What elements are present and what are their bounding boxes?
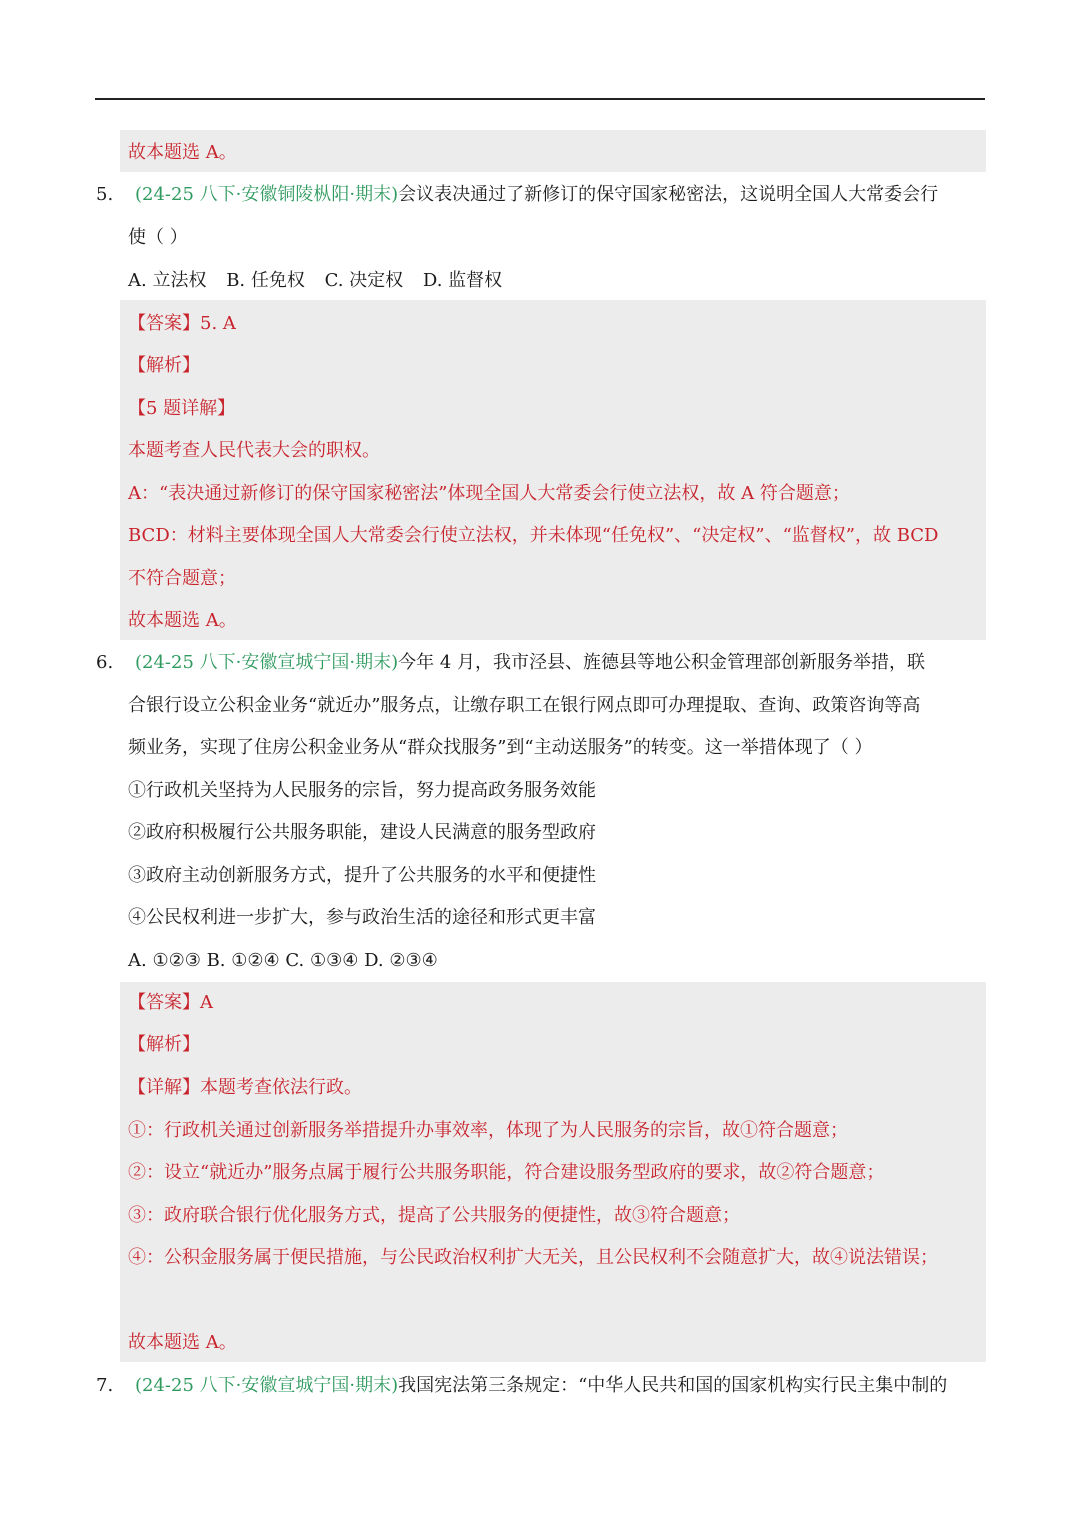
q6-answer: 【答案】A [128,992,213,1013]
q5-answer: 【答案】5. A [128,313,236,334]
q6-detail: 【详解】本题考查依法行政。 [128,1077,362,1098]
statement-1: ①行政机关坚持为人民服务的宗旨，努力提高政务服务效能 [128,780,596,801]
question-5-stem-line2: 使（ ） [128,227,188,248]
q5-conclusion: 故本题选 A。 [128,610,237,631]
q6-point-3: ③：政府联合银行优化服务方式，提高了公共服务的便捷性，故③符合题意； [128,1205,740,1226]
answer-block-5 [120,300,986,640]
q5-detail-intro: 本题考查人民代表大会的职权。 [128,440,380,461]
option-b: B. 任免权 [226,270,305,291]
option-a: A. 立法权 [128,270,207,291]
question-7-stem-line1: 我国宪法第三条规定：“中华人民共和国的国家机构实行民主集中制的 [398,1375,948,1396]
header-rule [95,98,985,100]
question-7-source: (24-25 八下·安徽宣城宁国·期末) [135,1375,399,1396]
q5-point-a: A：“表决通过新修订的保守国家秘密法”体现全国人大常委会行使立法权，故 A 符合题意； [128,483,850,504]
q5-point-bcd-line1: BCD：材料主要体现全国人大常委会行使立法权，并未体现“任免权”、“决定权”、“监督权”，故 BCD [128,525,939,546]
question-5-options [128,268,516,294]
statement-2: ②政府积极履行公共服务职能，建设人民满意的服务型政府 [128,822,596,843]
q6-point-2: ②：设立“就近办”服务点属于履行公共服务职能，符合建设服务型政府的要求，故②符合题意； [128,1162,885,1183]
question-6-stem-line3: 频业务，实现了住房公积金业务从“群众找服务”到“主动送服务”的转变。这一举措体现了（ ） [128,737,873,758]
question-6-stem-line2: 合银行设立公积金业务“就近办”服务点，让缴存职工在银行网点即可办理提取、查询、政策咨询等高 [128,695,921,716]
option-c: C. 决定权 [324,270,404,291]
question-6-number: 6. [96,652,114,673]
question-5-source: (24-25 八下·安徽铜陵枞阳·期末) [135,184,399,205]
q6-point-4: ④：公积金服务属于便民措施，与公民政治权利扩大无关，且公民权利不会随意扩大，故④说法错误； [128,1247,938,1268]
q6-conclusion: 故本题选 A。 [128,1332,237,1353]
option-d: D. 监督权 [422,270,503,291]
question-5-number: 5. [96,184,114,205]
question-5-stem [135,182,938,208]
q5-point-bcd-line2: 不符合题意； [128,568,236,589]
question-6-source: (24-25 八下·安徽宣城宁国·期末) [135,652,399,673]
question-5-stem-line1: 会议表决通过了新修订的保守国家秘密法，这说明全国人大常委会行 [398,184,939,205]
question-6-stem-line1: 今年 4 月，我市泾县、旌德县等地公积金管理部创新服务举措，联 [398,652,926,673]
prev-conclusion: 故本题选 A。 [128,142,237,163]
question-7-stem [135,1373,947,1399]
statement-3: ③政府主动创新服务方式，提升了公共服务的水平和便捷性 [128,865,596,886]
question-6-stem [135,650,925,676]
q5-detail-label: 【5 题详解】 [128,398,236,419]
q6-analysis-label: 【解析】 [128,1034,200,1055]
question-6-options: A. ①②③ B. ①②④ C. ①③④ D. ②③④ [128,950,438,971]
question-7-number: 7. [96,1375,114,1396]
q5-analysis-label: 【解析】 [128,355,200,376]
answer-block-prev [120,130,986,172]
q6-point-1: ①：行政机关通过创新服务举措提升办事效率，体现了为人民服务的宗旨，故①符合题意； [128,1120,848,1141]
statement-4: ④公民权利进一步扩大，参与政治生活的途径和形式更丰富 [128,907,596,928]
